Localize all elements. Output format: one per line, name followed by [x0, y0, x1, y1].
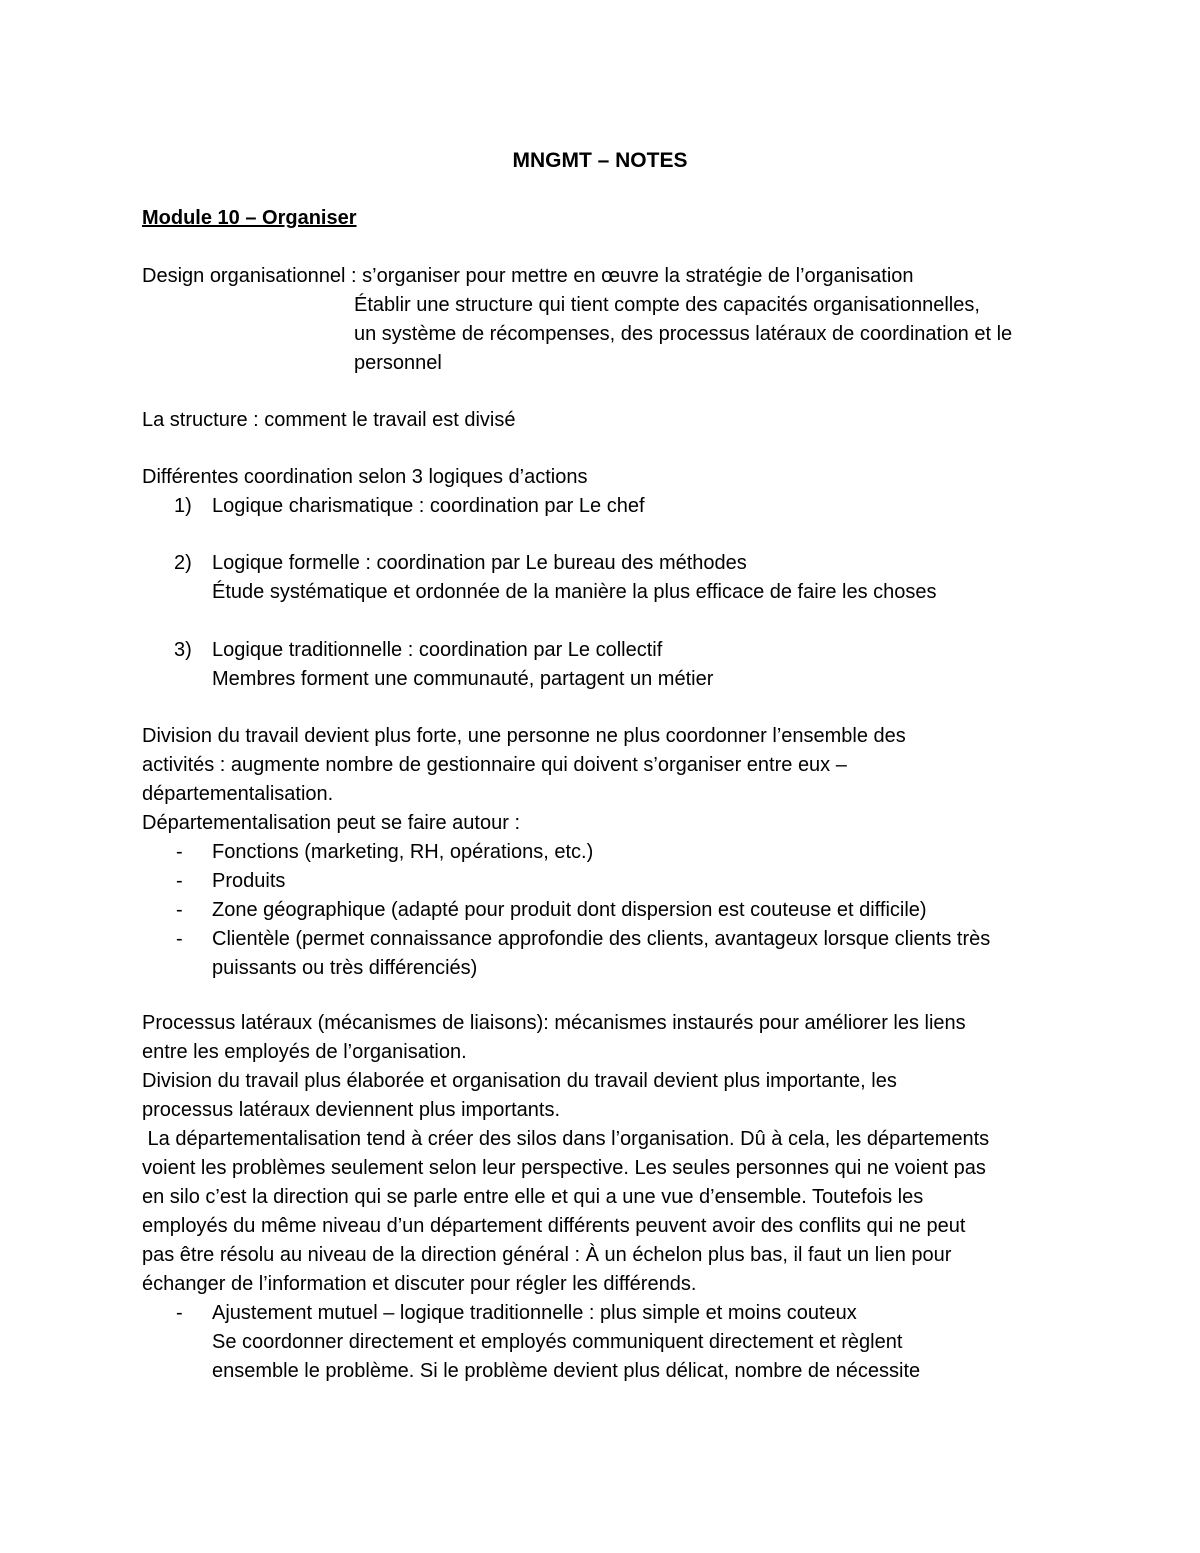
list-item — [142, 492, 1062, 521]
list-item-text: Zone géographique (adapté pour produit dont dispersion est couteuse et difficile) — [212, 899, 927, 921]
processus-line: La départementalisation tend à créer des silos dans l’organisation. Dû à cela, les départements — [142, 1128, 990, 1150]
list-marker: - — [176, 1302, 183, 1324]
coordination-intro: Différentes coordination selon 3 logiques d’actions — [142, 466, 588, 488]
list-item — [142, 867, 1062, 896]
list-item — [142, 636, 1062, 694]
coordination-item-2 — [142, 549, 1062, 607]
structure-line: La structure : comment le travail est divisé — [142, 409, 516, 431]
list-item — [142, 925, 1062, 983]
division-line: départementalisation. — [142, 783, 334, 805]
list-item-text: Logique charismatique : coordination par Le chef — [212, 495, 645, 517]
list-marker: - — [176, 899, 183, 921]
processus-line: employés du même niveau d’un département différents peuvent avoir des conflits qui ne peut — [142, 1215, 966, 1237]
division-line: Départementalisation peut se faire autour : — [142, 812, 520, 834]
processus-line: entre les employés de l’organisation. — [142, 1041, 467, 1063]
processus-section — [142, 1009, 1062, 1386]
division-section — [142, 722, 1062, 983]
page-title: MNGMT – NOTES — [512, 149, 688, 172]
list-marker: - — [176, 870, 183, 892]
design-line: personnel — [354, 352, 442, 374]
list-item-detail: Étude systématique et ordonnée de la manière la plus efficace de faire les choses — [212, 581, 937, 603]
list-item-text: Ajustement mutuel – logique traditionnelle : plus simple et moins couteux — [212, 1302, 857, 1324]
design-line: Établir une structure qui tient compte des capacités organisationnelles, — [354, 294, 980, 316]
list-item — [142, 896, 1062, 925]
coordination-section — [142, 463, 1062, 521]
list-item — [142, 549, 1062, 607]
processus-line: voient les problèmes seulement selon leur perspective. Les seules personnes qui ne voient pas — [142, 1157, 986, 1179]
list-marker: 2) — [174, 552, 192, 574]
processus-line: Division du travail plus élaborée et organisation du travail devient plus importante, les — [142, 1070, 897, 1092]
list-item-text: Clientèle (permet connaissance approfondie des clients, avantageux lorsque clients très — [212, 928, 991, 950]
list-item-text: Se coordonner directement et employés communiquent directement et règlent — [212, 1331, 903, 1353]
processus-line: Processus latéraux (mécanismes de liaisons): mécanismes instaurés pour améliorer les liens — [142, 1012, 966, 1034]
design-section — [142, 262, 1062, 378]
list-item-text: Logique formelle : coordination par Le bureau des méthodes — [212, 552, 747, 574]
division-line: Division du travail devient plus forte, une personne ne plus coordonner l’ensemble des — [142, 725, 906, 747]
list-marker: - — [176, 841, 183, 863]
list-marker: 3) — [174, 639, 192, 661]
list-item-text: Fonctions (marketing, RH, opérations, etc.) — [212, 841, 594, 863]
structure-section — [142, 406, 1062, 435]
list-item-text: ensemble le problème. Si le problème devient plus délicat, nombre de nécessite — [212, 1360, 921, 1382]
processus-line: processus latéraux deviennent plus importants. — [142, 1099, 561, 1121]
processus-line: pas être résolu au niveau de la direction général : À un échelon plus bas, il faut un lien pour — [142, 1244, 952, 1266]
list-item-detail: Membres forment une communauté, partagent un métier — [212, 668, 714, 690]
list-item — [142, 838, 1062, 867]
list-item — [142, 1299, 1062, 1386]
list-marker: 1) — [174, 495, 192, 517]
list-item-text: Produits — [212, 870, 286, 892]
list-item-text: puissants ou très différenciés) — [212, 957, 478, 979]
coordination-item-3 — [142, 636, 1062, 694]
design-line: Design organisationnel : s’organiser pour mettre en œuvre la stratégie de l’organisation — [142, 265, 914, 287]
division-line: activités : augmente nombre de gestionnaire qui doivent s’organiser entre eux – — [142, 754, 847, 776]
processus-line: échanger de l’information et discuter pour régler les différends. — [142, 1273, 697, 1295]
list-item-text: Logique traditionnelle : coordination par Le collectif — [212, 639, 663, 661]
list-marker: - — [176, 928, 183, 950]
module-heading: Module 10 – Organiser — [142, 207, 357, 229]
design-line: un système de récompenses, des processus latéraux de coordination et le — [354, 323, 1013, 345]
processus-line: en silo c’est la direction qui se parle entre elle et qui a une vue d’ensemble. Toutefois les — [142, 1186, 924, 1208]
